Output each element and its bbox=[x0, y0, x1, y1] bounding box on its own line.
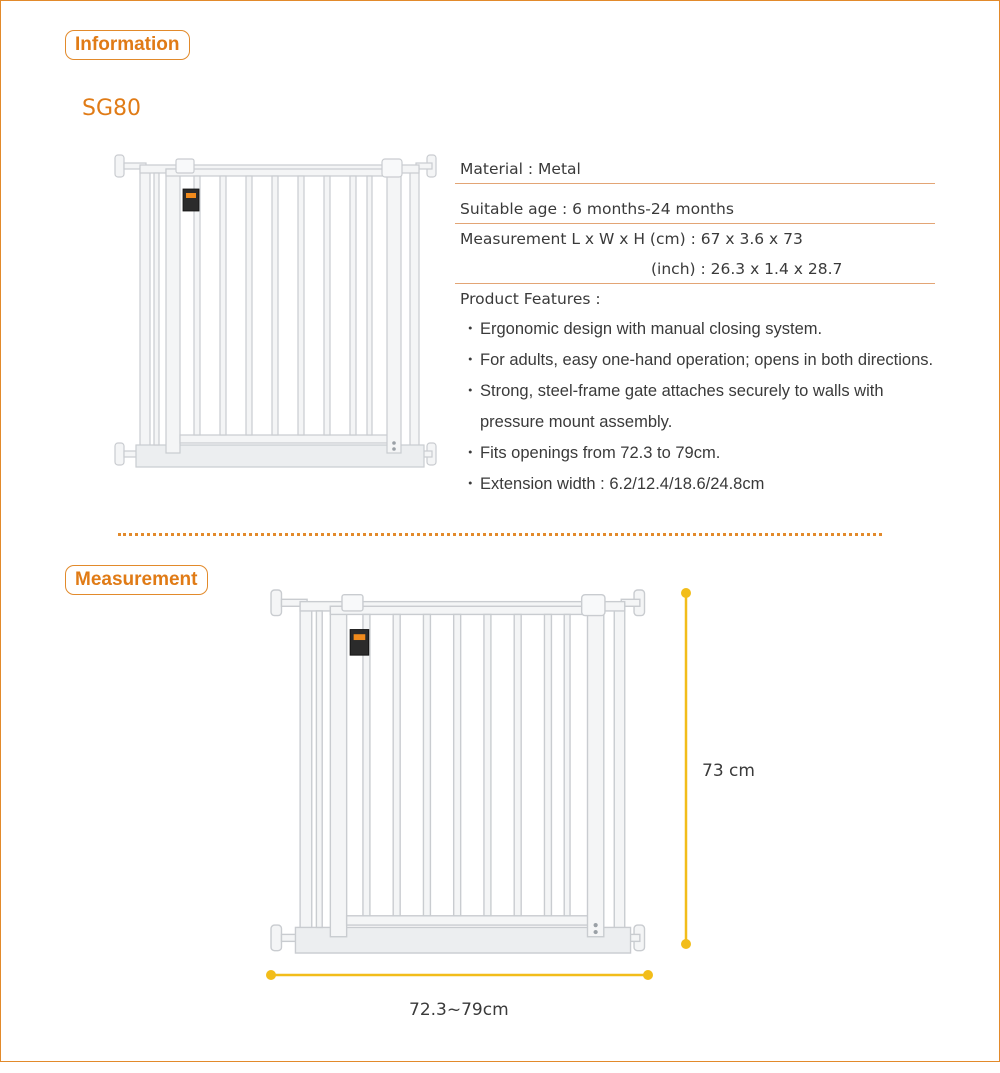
brand-tag bbox=[183, 189, 199, 211]
feature-text: Extension width : 6.2/12.4/18.6/24.8cm bbox=[480, 475, 765, 493]
indicator-dot bbox=[392, 441, 396, 445]
brand-tag-logo bbox=[354, 634, 366, 640]
door-hinge-post bbox=[166, 169, 180, 453]
extension-bar bbox=[316, 611, 322, 927]
door-bottom-rail bbox=[347, 916, 603, 925]
bullet-dot: ・ bbox=[462, 475, 479, 493]
gate-bar bbox=[393, 614, 400, 915]
spec-features-title: Product Features : bbox=[460, 290, 601, 308]
door-top-rail bbox=[330, 606, 603, 614]
top-hinge bbox=[176, 159, 194, 173]
pressure-mount-pad bbox=[271, 925, 281, 951]
latch-handle bbox=[382, 159, 402, 177]
section-divider bbox=[118, 533, 882, 536]
gate-bar bbox=[272, 176, 278, 435]
gate-measurement-image bbox=[263, 590, 663, 960]
gate-product-image bbox=[110, 155, 450, 473]
bullet-dot: ・ bbox=[462, 351, 479, 369]
door-top-rail bbox=[166, 169, 401, 176]
frame-post-left bbox=[140, 167, 150, 457]
door-hinge-post bbox=[330, 606, 346, 936]
feature-text: Fits openings from 72.3 to 79cm. bbox=[480, 444, 721, 462]
width-label: 72.3~79cm bbox=[409, 1000, 509, 1020]
feature-text: For adults, easy one-hand operation; opens in both directions. bbox=[480, 351, 934, 369]
gate-bar bbox=[194, 176, 200, 435]
gate-bar bbox=[298, 176, 304, 435]
extension-bar bbox=[154, 173, 159, 445]
brand-tag bbox=[350, 630, 369, 656]
gate-bar bbox=[544, 614, 551, 915]
pressure-mount-pad bbox=[271, 590, 281, 616]
gate-bar bbox=[454, 614, 461, 915]
feature-text: Ergonomic design with manual closing system. bbox=[480, 320, 823, 338]
information-section-label: Information bbox=[65, 30, 190, 60]
width-dimension-line bbox=[263, 965, 658, 985]
gate-bar bbox=[363, 614, 370, 915]
bullet-dot: ・ bbox=[462, 320, 479, 338]
latch-handle bbox=[582, 595, 605, 616]
feature-text: pressure mount assembly. bbox=[480, 413, 673, 431]
spec-measurement-inch: (inch) : 26.3 x 1.4 x 28.7 bbox=[455, 254, 935, 284]
feature-item-continued bbox=[455, 407, 935, 438]
gate-bar bbox=[514, 614, 521, 915]
bullet-dot: ・ bbox=[462, 444, 479, 462]
gate-bar bbox=[423, 614, 430, 915]
door-latch-post bbox=[387, 169, 401, 453]
indicator-dot bbox=[594, 930, 598, 934]
spec-list bbox=[455, 154, 935, 500]
gate-bar bbox=[220, 176, 226, 435]
feature-item bbox=[455, 438, 935, 469]
gate-bar bbox=[324, 176, 330, 435]
spec-material: Material : Metal bbox=[455, 154, 935, 184]
feature-item bbox=[455, 345, 935, 376]
pressure-mount-pad bbox=[115, 155, 124, 177]
brand-tag-logo bbox=[186, 193, 196, 198]
model-name: SG80 bbox=[82, 96, 142, 121]
door-latch-post bbox=[587, 606, 603, 936]
height-label: 73 cm bbox=[702, 761, 755, 781]
frame-post-left bbox=[300, 604, 312, 941]
door-bottom-rail bbox=[180, 435, 400, 443]
indicator-dot bbox=[392, 447, 396, 451]
measurement-section-label: Measurement bbox=[65, 565, 208, 595]
gate-bar bbox=[367, 176, 372, 435]
feature-item bbox=[455, 469, 935, 500]
gate-bar bbox=[350, 176, 356, 435]
gate-bar bbox=[246, 176, 252, 435]
spec-measurement-cm: Measurement L x W x H (cm) : 67 x 3.6 x 73 bbox=[460, 230, 803, 248]
height-dimension-line bbox=[676, 585, 696, 955]
gate-bar bbox=[484, 614, 491, 915]
bullet-dot: ・ bbox=[462, 382, 479, 400]
gate-bar bbox=[564, 614, 570, 915]
feature-item bbox=[455, 376, 935, 407]
top-hinge bbox=[342, 595, 363, 611]
feature-item bbox=[455, 314, 935, 345]
frame-post-right bbox=[410, 167, 419, 457]
feature-text: Strong, steel-frame gate attaches securely to walls with bbox=[480, 382, 884, 400]
spec-suitable-age: Suitable age : 6 months-24 months bbox=[455, 194, 935, 224]
frame-post-right bbox=[614, 604, 624, 941]
pressure-mount-pad bbox=[115, 443, 124, 465]
indicator-dot bbox=[594, 923, 598, 927]
